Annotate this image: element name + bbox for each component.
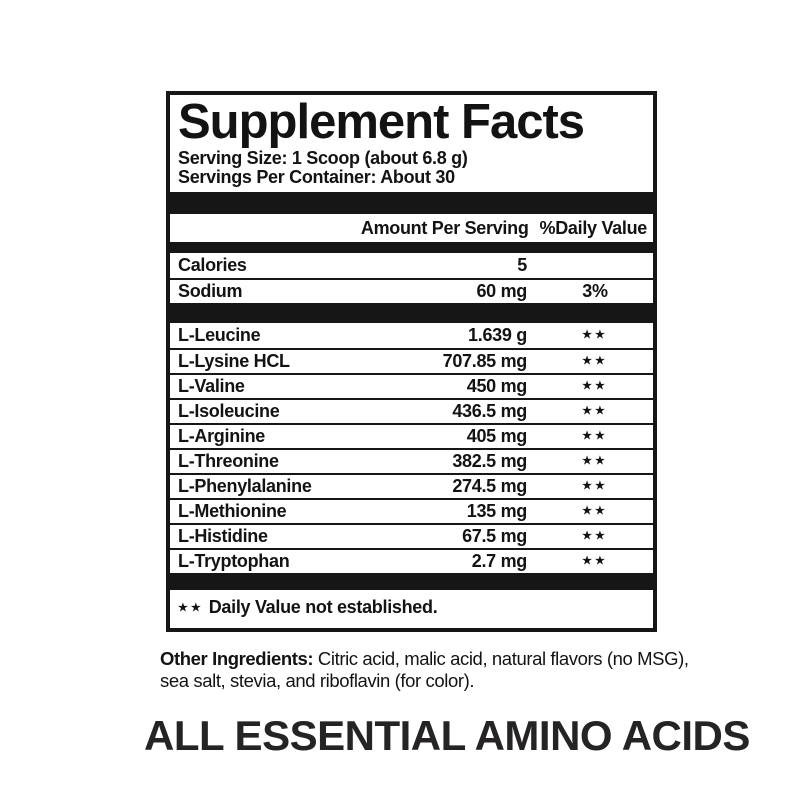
- serving-size-text: Serving Size: 1 Scoop (about 6.8 g): [178, 148, 468, 168]
- daily-value-not-established-stars: ★★: [582, 405, 608, 417]
- daily-value-not-established-stars: ★★: [582, 329, 608, 341]
- other-ingredients-line2: sea salt, stevia, and riboflavin (for color).: [160, 670, 475, 691]
- daily-value-not-established-stars: ★★: [582, 430, 608, 442]
- daily-value-not-established-stars: ★★: [582, 455, 608, 467]
- daily-value-not-established-stars: ★★: [582, 355, 608, 367]
- daily-value-not-established-stars: ★★: [582, 530, 608, 542]
- amino-acid-amount: 1.639 g: [468, 325, 527, 345]
- daily-value-header: %Daily Value: [539, 218, 647, 238]
- nutrient-amount: 60 mg: [476, 281, 527, 301]
- amino-acid-row: [170, 448, 653, 473]
- amino-acid-row: [170, 373, 653, 398]
- amino-acid-row: [170, 473, 653, 498]
- amino-acid-row: [170, 348, 653, 373]
- nutrient-name: Sodium: [178, 281, 243, 301]
- amino-acid-row: [170, 498, 653, 523]
- separator-bar-thick-middle: [170, 303, 653, 323]
- nutrient-row-sodium: [170, 278, 653, 303]
- amino-acid-name: L-Threonine: [178, 451, 279, 471]
- amino-acid-name: L-Phenylalanine: [178, 476, 312, 496]
- supplement-facts-title: Supplement Facts: [178, 95, 585, 149]
- amino-acid-amount: 436.5 mg: [452, 401, 527, 421]
- amino-acid-name: L-Leucine: [178, 325, 261, 345]
- daily-value-not-established-stars: ★★: [582, 505, 608, 517]
- amino-acid-row: [170, 548, 653, 573]
- daily-value-not-established-stars: ★★: [582, 555, 608, 567]
- amino-acid-amount: 135 mg: [466, 501, 527, 521]
- supplement-facts-panel: [166, 91, 657, 632]
- amino-acid-row: [170, 423, 653, 448]
- separator-bar-thin: [170, 242, 653, 253]
- amino-acid-row: [170, 323, 653, 348]
- daily-value-not-established-stars: ★★: [582, 480, 608, 492]
- amino-acid-name: L-Methionine: [178, 501, 287, 521]
- nutrient-row-calories: [170, 253, 653, 278]
- other-ingredients-label: Other Ingredients:: [160, 648, 314, 669]
- amino-acid-amount: 450 mg: [466, 376, 527, 396]
- separator-bar-thick-top: [170, 192, 653, 214]
- footnote: [178, 597, 645, 619]
- footnote-stars: ★★: [178, 602, 204, 614]
- amino-acid-amount: 67.5 mg: [462, 526, 527, 546]
- daily-value-not-established-stars: ★★: [582, 380, 608, 392]
- amount-per-serving-header: Amount Per Serving: [360, 218, 529, 238]
- amino-acid-row: [170, 523, 653, 548]
- amino-acid-amount: 405 mg: [466, 426, 527, 446]
- serving-info: [178, 149, 645, 187]
- servings-per-container-text: Servings Per Container: About 30: [178, 167, 455, 187]
- nutrient-daily-value: 3%: [582, 281, 608, 301]
- amino-acid-name: L-Tryptophan: [178, 551, 290, 571]
- amino-acid-name: L-Valine: [178, 376, 245, 396]
- separator-bar-thick-bottom: [170, 573, 653, 590]
- amino-acid-name: L-Histidine: [178, 526, 268, 546]
- amino-acid-amount: 2.7 mg: [471, 551, 527, 571]
- amino-acid-name: L-Isoleucine: [178, 401, 280, 421]
- other-ingredients-paragraph: [160, 648, 715, 692]
- headline-all-essential-amino-acids: ALL ESSENTIAL AMINO ACIDS: [144, 712, 750, 759]
- other-ingredients-line1: Citric acid, malic acid, natural flavors (no MSG),: [317, 648, 689, 669]
- column-header-row: [170, 214, 653, 242]
- nutrient-name: Calories: [178, 255, 247, 275]
- amino-acid-row: [170, 398, 653, 423]
- nutrient-amount: 5: [517, 255, 527, 275]
- amino-acid-amount: 382.5 mg: [452, 451, 527, 471]
- amino-acid-name: L-Lysine HCL: [178, 351, 290, 371]
- amino-acid-amount: 274.5 mg: [452, 476, 527, 496]
- footnote-text: Daily Value not established.: [208, 597, 438, 617]
- amino-acid-name: L-Arginine: [178, 426, 265, 446]
- amino-acid-amount: 707.85 mg: [442, 351, 527, 371]
